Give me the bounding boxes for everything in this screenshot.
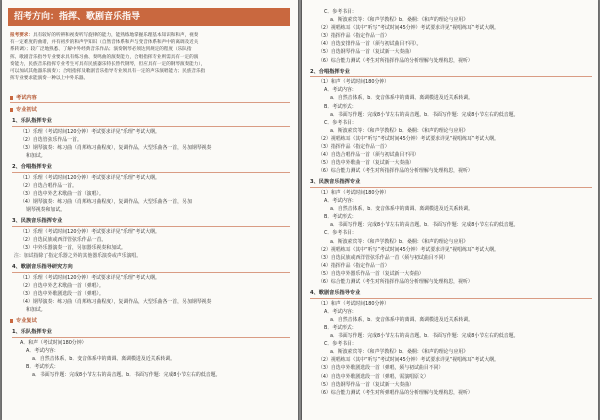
requirement-line: C．参考书目： <box>324 230 357 237</box>
section-exam-content: 考试内容 <box>10 94 290 103</box>
requirement-line: （6）综合能力测试（考生对所指挥作品的分析理解与处理构思，视听） <box>318 57 473 64</box>
requirement-line: a．自然音体系，b．变音体系中的离调、离调模进及近关系转调。 <box>330 206 474 213</box>
major-heading: 2、合唱指挥专业 <box>310 68 592 78</box>
major-heading: 3、民族音乐指挥专业 <box>12 217 290 227</box>
requirement-line: a．斯波索宾等：《和声学教程》b．桑桐：《和声的理论与应用》 <box>330 238 469 245</box>
intro-line: 有一定难度的曲谱，并有初步的和声学知识（自然音体系和声与变音体系和声中的离调及近关 <box>10 40 199 46</box>
requirement-line: B．考试形式： <box>26 364 59 371</box>
requirement-line: （1）乐理（考试时间120分钟）考试要求详见“乐理”考试大纲。 <box>20 174 160 181</box>
requirement-line: （3）自选中外歌剧选段一首（弹唱，须与初试曲目不同） <box>318 365 444 372</box>
requirement-line: C．参考书目： <box>324 341 357 348</box>
intro-line: 挥、歌剧音乐指导专业要求具有练习曲、奏鸣曲的演奏能力，合唱指挥专业则需具有一定的演 <box>10 54 199 60</box>
requirement-line: B．考试形式： <box>324 214 357 221</box>
requirement-line: （6）综合能力测试（考生对所指挥作品的分析理解与处理构思，视听） <box>318 168 473 175</box>
requirement-line: （4）自选合唱作品一首（须与初试曲目不同） <box>318 152 419 159</box>
intro-line: 具有较好的听辨和视奏听写旋律的能力，能熟练地掌握乐理基本知识和和声，视奏 <box>32 33 199 38</box>
requirement-line: B．考试形式： <box>324 324 357 331</box>
major-heading: 4、歌剧音乐指导专业 <box>310 289 592 299</box>
intro-line: 挥专业要求能演奏一种以上中外乐器。 <box>10 76 89 82</box>
requirement-line: （2）视唱练耳（其中“听写”考试时间45分钟）考试要求详见“视唱练耳”考试大纲。 <box>318 135 499 142</box>
requirement-line: a．书面写作题：完成8小节左右的高音题。b．书面写作题：完成8小节左右的低音题。 <box>330 111 519 118</box>
requirement-line: （4）自选中外歌剧选段一首（弹唱，需演唱原文） <box>318 373 429 380</box>
requirement-line: （1）乐理（考试时间120分钟）考试要求详见“乐理”考试大纲。 <box>20 128 160 135</box>
requirement-line: （4）钢琴演奏：练习曲（肖邦练习曲程度），复调作品，大型乐曲各一首，另加钢琴视奏 <box>20 299 212 306</box>
requirement-line: a．斯波索宾等：《和声学教程》b．桑桐：《和声的理论与应用》 <box>330 349 469 356</box>
requirement-line: a．斯波索宾等：《和声学教程》b．桑桐：《和声的理论与应用》 <box>330 17 469 24</box>
requirement-line: a．自然音体系，b．变音体系中的离调、离调模进及近关系转调。 <box>330 95 474 102</box>
major-heading: 3、民族音乐指挥专业 <box>310 178 592 188</box>
intro-line: 系转调）；较广泛地熟悉、了解中外经典音乐作品；演奏钢琴必须达到规定的程度（乐队指 <box>10 47 192 53</box>
major-heading: 1、乐队指挥专业 <box>12 117 290 127</box>
requirement-line: A．和声（考试时间180分钟） <box>20 339 87 346</box>
requirement-line: A．考试内容： <box>324 87 357 94</box>
sub-head-first-round: 专业初试 <box>10 106 290 114</box>
requirement-line: （1）和声（考试时间180分钟） <box>318 300 390 307</box>
requirement-line: （3）中外乐器演奏一首，另加器乐视奏和加试。 <box>20 245 126 251</box>
requirement-line: （1）和声（考试时间180分钟） <box>318 189 390 196</box>
requirement-line: （3）自选中外歌剧选段一首（弹唱）。 <box>20 290 104 297</box>
requirement-line: （6）综合能力测试（考生对所指挥作品的分析理解与处理构思，视听） <box>318 279 473 285</box>
requirement-line: a．斯波索宾等：《和声学教程》b．桑桐：《和声的理论与应用》 <box>330 127 469 134</box>
requirement-line: （2）视唱练耳（其中“听写”考试时间45分钟）考试要求详见“视唱练耳”考试大纲。 <box>318 246 499 253</box>
requirement-line: （4）指挥作品（指定作品一首） <box>318 262 390 269</box>
intro-lead: 报考要求： <box>10 33 33 38</box>
right-page <box>302 0 598 420</box>
requirement-line: a．书面写作题：完成8小节左右的高音题。b．书面写作题：完成8小节左右的低音题。 <box>32 372 221 379</box>
requirement-note: 注：加试指除了指定乐器之外的其他器乐演奏或声乐演唱。 <box>14 253 142 260</box>
requirement-line: 钢琴视奏和加试。 <box>26 207 66 214</box>
right-content <box>308 8 592 397</box>
requirement-line: （5）自选中外器乐作品一首（复试新一大奏曲） <box>318 270 424 277</box>
requirement-line: （2）自选民族或西洋管弦乐作品一首。 <box>20 236 107 243</box>
requirement-line: a．自然音体系，b．变音体系中的离调、离调模进及近关系转调。 <box>32 356 176 363</box>
requirement-line: （1）乐理（考试时间120分钟）考试要求详见“乐理”考试大纲。 <box>20 274 160 281</box>
requirement-line: （3）自选中外艺术歌曲一首（演唱）。 <box>20 190 104 197</box>
requirement-line: （1）和声（考试时间180分钟） <box>318 79 390 86</box>
requirement-line: a．书面写作题：完成8小节左右的高音题。b．书面写作题：完成8小节左右的低音题。 <box>330 222 519 229</box>
intro-line: 奏能力，民族音乐指挥专业考生可具有民族器乐特长替代钢琴，但应具有一定的钢琴演奏能力）， <box>10 61 206 67</box>
major-heading: 1、乐队指挥专业 <box>12 328 290 338</box>
requirement-line: 和加试。 <box>26 153 46 160</box>
requirement-line: （5）自选中外歌曲一首（复试新一大奏曲） <box>318 160 415 167</box>
intro-line: 可以加试其他器乐演奏）；合唱指挥及歌剧音乐指导专业须具有一定的声乐演唱能力；民族音乐指 <box>10 69 206 75</box>
requirement-line: A．考试内容： <box>324 198 357 205</box>
requirement-line: （2）视唱练耳（其中“听写”考试时间45分钟）考试要求详见“视唱练耳”考试大纲。 <box>318 357 499 364</box>
requirement-line: （1）乐理（考试时间120分钟）考试要求详见“乐理”考试大纲。 <box>20 228 160 235</box>
requirement-line: （6）综合能力测试（考生对所弹唱作品的分析理解与处理构思，视听） <box>318 389 473 396</box>
requirement-line: （4）自选安排作品一首（须与初试曲目不同）。 <box>318 41 422 48</box>
requirement-line: （2）自选合唱作品一首。 <box>20 182 77 189</box>
major-heading: 4、歌剧音乐指导研究方向 <box>12 263 290 273</box>
requirement-line: a．书面写作题：完成8小节左右的高音题。b．书面写作题：完成8小节左右的低音题。 <box>330 333 519 340</box>
requirement-line: （2）自选管弦乐作品一首。 <box>20 136 82 143</box>
requirement-line: a．自然音体系，b．变音体系中的离调、离调模进及近关系转调。 <box>330 316 474 323</box>
requirement-line: （3）指挥作品（指定作品一首） <box>318 144 390 150</box>
intro-paragraph <box>10 32 288 82</box>
page-title: 招考方向：指挥、歌剧音乐指导 <box>8 8 290 26</box>
requirement-line: （4）钢琴演奏：练习曲（肖邦练习曲程度），复调作品，大型乐曲各一首，另加 <box>20 199 192 206</box>
requirement-line: B．考试形式： <box>324 103 357 110</box>
requirement-line: C．参考书目： <box>324 119 357 126</box>
left-content <box>10 92 290 379</box>
requirement-line: （5）自选钢琴作品一首（复试新一大奏曲） <box>318 381 415 388</box>
requirement-line: A．考试内容： <box>324 308 357 315</box>
sub-head-second-round: 专业复试 <box>10 317 290 325</box>
requirement-line: C．参考书目： <box>324 9 357 15</box>
requirement-line: （5）自选钢琴作品一首（复试新一大奏曲） <box>318 49 415 56</box>
requirement-line: 和加试。 <box>26 307 46 314</box>
requirement-line: （3）自选民族或西洋管弦乐作品一首（须与初试曲目不同） <box>318 254 449 261</box>
requirement-line: （2）自选中外艺术歌曲一首（弹唱）。 <box>20 282 104 289</box>
requirement-line: （3）指挥作品（指定作品一首） <box>318 33 390 40</box>
requirement-line: （3）钢琴演奏：练习曲（肖邦练习曲程度），复调作品，大型乐曲各一首，另加钢琴视奏 <box>20 144 212 151</box>
requirement-line: A．考试内容： <box>26 348 59 355</box>
requirement-line: （2）视唱练耳（其中“听写”考试时间45分钟）考试要求详见“视唱练耳”考试大纲。 <box>318 25 499 32</box>
major-heading: 2、合唱指挥专业 <box>12 163 290 173</box>
left-page <box>2 0 298 420</box>
